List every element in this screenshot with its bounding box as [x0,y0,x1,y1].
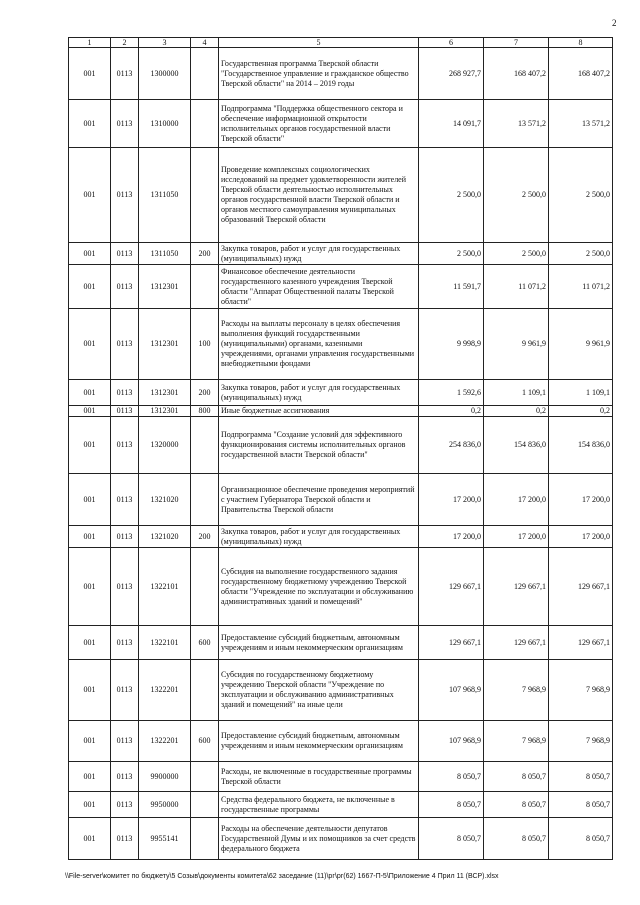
amount-col6-cell: 254 836,0 [419,417,484,474]
section-code-cell: 0113 [111,380,139,406]
org-code-cell: 001 [69,406,111,417]
table-row [69,548,613,626]
expense-type-cell [191,474,219,526]
file-path-footer: \\File-server\комитет по бюджету\5 Созыв\документы комитета\62 заседание (11)\рг\рг(62) 1667-П-5\Приложение 4 Прил 11 (ВСР).xlsx [65,873,499,880]
table-row [69,792,613,818]
amount-col6-cell: 107 968,9 [419,660,484,721]
amount-col8-cell: 8 050,7 [549,792,613,818]
section-code-cell: 0113 [111,474,139,526]
target-article-cell: 1321020 [139,474,191,526]
amount-col8-cell: 17 200,0 [549,474,613,526]
expense-type-cell [191,265,219,309]
section-code-cell: 0113 [111,265,139,309]
target-article-cell: 1321020 [139,526,191,548]
col-header-2: 2 [111,38,139,48]
amount-col8-cell: 168 407,2 [549,48,613,100]
amount-col8-cell: 2 500,0 [549,243,613,265]
section-code-cell: 0113 [111,48,139,100]
target-article-cell: 1322201 [139,721,191,762]
section-code-cell: 0113 [111,406,139,417]
expense-type-cell: 600 [191,626,219,660]
target-article-cell: 1300000 [139,48,191,100]
amount-col7-cell: 154 836,0 [484,417,549,474]
section-code-cell: 0113 [111,309,139,380]
target-article-cell: 1311050 [139,243,191,265]
org-code-cell: 001 [69,380,111,406]
amount-col7-cell: 8 050,7 [484,762,549,792]
amount-col7-cell: 129 667,1 [484,548,549,626]
amount-col7-cell: 8 050,7 [484,818,549,860]
amount-col7-cell: 2 500,0 [484,148,549,243]
section-code-cell: 0113 [111,243,139,265]
expense-type-cell: 200 [191,380,219,406]
description-cell: Иные бюджетные ассигнования [219,406,419,417]
description-cell: Подпрограмма "Создание условий для эффективного функционирования системы исполнительных органов государственной власти Тверской области" [219,417,419,474]
amount-col8-cell: 7 968,9 [549,721,613,762]
org-code-cell: 001 [69,309,111,380]
expense-type-cell [191,818,219,860]
amount-col7-cell: 8 050,7 [484,792,549,818]
target-article-cell: 1322101 [139,626,191,660]
amount-col7-cell: 129 667,1 [484,626,549,660]
org-code-cell: 001 [69,548,111,626]
amount-col8-cell: 17 200,0 [549,526,613,548]
table-row [69,148,613,243]
description-cell: Закупка товаров, работ и услуг для государственных (муниципальных) нужд [219,526,419,548]
amount-col8-cell: 8 050,7 [549,818,613,860]
section-code-cell: 0113 [111,548,139,626]
description-cell: Подпрограмма "Поддержка общественного сектора и обеспечение информационной открытости исполнительных органов государственной власти Тверской области" [219,100,419,148]
amount-col6-cell: 129 667,1 [419,626,484,660]
section-code-cell: 0113 [111,626,139,660]
target-article-cell: 1311050 [139,148,191,243]
amount-col6-cell: 8 050,7 [419,792,484,818]
expense-type-cell: 100 [191,309,219,380]
section-code-cell: 0113 [111,660,139,721]
target-article-cell: 1322201 [139,660,191,721]
target-article-cell: 9950000 [139,792,191,818]
amount-col6-cell: 1 592,6 [419,380,484,406]
amount-col6-cell: 9 998,9 [419,309,484,380]
amount-col6-cell: 268 927,7 [419,48,484,100]
description-cell: Расходы, не включенные в государственные программы Тверской области [219,762,419,792]
amount-col8-cell: 9 961,9 [549,309,613,380]
page-number: 2 [612,18,617,28]
table-row [69,380,613,406]
table-row [69,406,613,417]
expense-type-cell: 600 [191,721,219,762]
expense-type-cell [191,148,219,243]
section-code-cell: 0113 [111,526,139,548]
col-header-3: 3 [139,38,191,48]
col-header-6: 6 [419,38,484,48]
table-row [69,100,613,148]
amount-col8-cell: 0,2 [549,406,613,417]
target-article-cell: 1310000 [139,100,191,148]
budget-table [68,37,613,860]
description-cell: Организационное обеспечение проведения мероприятий с участием Губернатора Тверской области и Правительства Тверской области [219,474,419,526]
amount-col6-cell: 11 591,7 [419,265,484,309]
amount-col6-cell: 2 500,0 [419,243,484,265]
expense-type-cell [191,417,219,474]
amount-col6-cell: 8 050,7 [419,818,484,860]
org-code-cell: 001 [69,818,111,860]
description-cell: Проведение комплексных социологических исследований на предмет удовлетворенности жителей Тверской области деятельностью исполнительных органов государственной власти Тверской области и органов местного самоуправления муниципальных образований Тверской области [219,148,419,243]
section-code-cell: 0113 [111,148,139,243]
amount-col6-cell: 107 968,9 [419,721,484,762]
amount-col8-cell: 8 050,7 [549,762,613,792]
org-code-cell: 001 [69,417,111,474]
target-article-cell: 1312301 [139,380,191,406]
table-row [69,721,613,762]
amount-col8-cell: 7 968,9 [549,660,613,721]
expense-type-cell [191,792,219,818]
org-code-cell: 001 [69,474,111,526]
amount-col7-cell: 17 200,0 [484,526,549,548]
expense-type-cell [191,762,219,792]
expense-type-cell [191,660,219,721]
description-cell: Финансовое обеспечение деятельности государственного казенного учреждения Тверской области "Аппарат Общественной палаты Тверской области" [219,265,419,309]
amount-col7-cell: 1 109,1 [484,380,549,406]
col-header-8: 8 [549,38,613,48]
amount-col6-cell: 14 091,7 [419,100,484,148]
amount-col7-cell: 7 968,9 [484,660,549,721]
org-code-cell: 001 [69,660,111,721]
amount-col7-cell: 9 961,9 [484,309,549,380]
description-cell: Предоставление субсидий бюджетным, автономным учреждениям и иным некоммерческим организациям [219,626,419,660]
org-code-cell: 001 [69,762,111,792]
expense-type-cell [191,548,219,626]
table-row [69,762,613,792]
org-code-cell: 001 [69,721,111,762]
amount-col7-cell: 11 071,2 [484,265,549,309]
org-code-cell: 001 [69,265,111,309]
table-row [69,818,613,860]
section-code-cell: 0113 [111,762,139,792]
section-code-cell: 0113 [111,818,139,860]
org-code-cell: 001 [69,626,111,660]
org-code-cell: 001 [69,526,111,548]
expense-type-cell: 200 [191,526,219,548]
org-code-cell: 001 [69,148,111,243]
table-header-row [69,38,613,48]
target-article-cell: 1312301 [139,309,191,380]
org-code-cell: 001 [69,243,111,265]
amount-col7-cell: 0,2 [484,406,549,417]
col-header-5: 5 [219,38,419,48]
target-article-cell: 1312301 [139,406,191,417]
target-article-cell: 1312301 [139,265,191,309]
target-article-cell: 1320000 [139,417,191,474]
table-row [69,660,613,721]
amount-col8-cell: 129 667,1 [549,548,613,626]
description-cell: Расходы на выплаты персоналу в целях обеспечения выполнения функций государственными (муниципальными) органами, казенными учреждениями, органами управления государственными внебюджетными фондами [219,309,419,380]
target-article-cell: 9955141 [139,818,191,860]
amount-col6-cell: 17 200,0 [419,526,484,548]
table-row [69,474,613,526]
description-cell: Закупка товаров, работ и услуг для государственных (муниципальных) нужд [219,380,419,406]
description-cell: Расходы на обеспечение деятельности депутатов Государственной Думы и их помощников за счет средств федерального бюджета [219,818,419,860]
expense-type-cell: 200 [191,243,219,265]
section-code-cell: 0113 [111,417,139,474]
org-code-cell: 001 [69,48,111,100]
table-row [69,265,613,309]
table-row [69,243,613,265]
section-code-cell: 0113 [111,100,139,148]
expense-type-cell: 800 [191,406,219,417]
amount-col8-cell: 11 071,2 [549,265,613,309]
table-row [69,48,613,100]
amount-col8-cell: 13 571,2 [549,100,613,148]
section-code-cell: 0113 [111,792,139,818]
target-article-cell: 1322101 [139,548,191,626]
description-cell: Субсидия по государственному бюджетному учреждению Тверской области "Учреждение по эксплуатации и обслуживанию административных зданий и помещений" на иные цели [219,660,419,721]
amount-col6-cell: 8 050,7 [419,762,484,792]
description-cell: Средства федерального бюджета, не включенные в государственные программы [219,792,419,818]
amount-col8-cell: 1 109,1 [549,380,613,406]
amount-col7-cell: 17 200,0 [484,474,549,526]
table-row [69,526,613,548]
col-header-7: 7 [484,38,549,48]
amount-col6-cell: 129 667,1 [419,548,484,626]
amount-col7-cell: 13 571,2 [484,100,549,148]
target-article-cell: 9900000 [139,762,191,792]
col-header-4: 4 [191,38,219,48]
amount-col6-cell: 17 200,0 [419,474,484,526]
table-row [69,417,613,474]
description-cell: Предоставление субсидий бюджетным, автономным учреждениям и иным некоммерческим организациям [219,721,419,762]
description-cell: Закупка товаров, работ и услуг для государственных (муниципальных) нужд [219,243,419,265]
amount-col7-cell: 2 500,0 [484,243,549,265]
description-cell: Государственная программа Тверской области "Государственное управление и гражданское общество Тверской области" на 2014 – 2019 годы [219,48,419,100]
col-header-1: 1 [69,38,111,48]
table-row [69,309,613,380]
table-body [69,48,613,860]
org-code-cell: 001 [69,792,111,818]
amount-col8-cell: 2 500,0 [549,148,613,243]
description-cell: Субсидия на выполнение государственного задания государственному бюджетному учреждению Тверской области "Учреждение по эксплуатации и обслуживанию административных зданий и помещений" [219,548,419,626]
amount-col7-cell: 168 407,2 [484,48,549,100]
expense-type-cell [191,100,219,148]
expense-type-cell [191,48,219,100]
section-code-cell: 0113 [111,721,139,762]
amount-col8-cell: 129 667,1 [549,626,613,660]
amount-col8-cell: 154 836,0 [549,417,613,474]
org-code-cell: 001 [69,100,111,148]
table-row [69,626,613,660]
amount-col6-cell: 2 500,0 [419,148,484,243]
amount-col6-cell: 0,2 [419,406,484,417]
amount-col7-cell: 7 968,9 [484,721,549,762]
